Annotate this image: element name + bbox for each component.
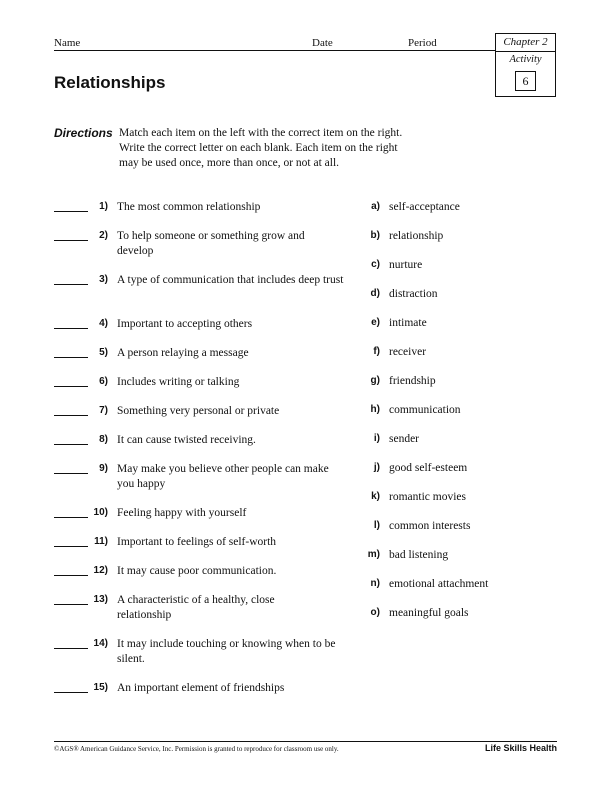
answer-text: meaningful goals <box>389 607 469 619</box>
question-text: An important element of friendships <box>117 682 285 694</box>
directions-text: Match each item on the left with the correct item on the right. Write the correct letter on each blank. Each item on the right may be used once, more than once, or not at all. <box>119 127 403 169</box>
question-text: Something very personal or private <box>117 405 280 417</box>
name-label: Name <box>54 37 81 49</box>
question-number: 6) <box>99 376 108 387</box>
answer-letter: d) <box>370 288 380 299</box>
answer-letter: g) <box>370 375 380 386</box>
answer-blank[interactable] <box>54 575 88 576</box>
answer-letter: j) <box>373 462 380 473</box>
question-text: May make you believe other people can make you happy <box>117 463 329 490</box>
question-text: A characteristic of a healthy, close relationship <box>117 594 275 621</box>
footer-rule <box>54 741 557 742</box>
question-text: It may cause poor communication. <box>117 565 277 577</box>
question-item <box>0 637 610 667</box>
question-number: 13) <box>93 594 108 605</box>
answer-letter: l) <box>373 520 380 531</box>
answer-text: sender <box>389 433 420 445</box>
question-text: Important to accepting others <box>117 318 253 330</box>
answer-option <box>0 577 610 593</box>
answer-option <box>0 548 610 564</box>
answer-option <box>0 316 610 332</box>
question-item <box>0 681 610 711</box>
question-number: 15) <box>93 682 108 693</box>
answer-text: friendship <box>389 375 436 387</box>
question-text: A person relaying a message <box>117 347 249 359</box>
directions-label: Directions <box>54 126 113 140</box>
header-rule <box>54 50 495 51</box>
question-text: A type of communication that includes deep trust <box>117 274 344 286</box>
question-number: 3) <box>99 274 108 285</box>
book-title: Life Skills Health <box>484 743 557 753</box>
question-number: 9) <box>99 463 108 474</box>
answer-blank[interactable] <box>54 546 88 547</box>
answer-option <box>0 461 610 477</box>
answer-letter: o) <box>370 607 380 618</box>
question-number: 11) <box>94 536 108 547</box>
question-number: 7) <box>99 405 108 416</box>
question-number: 5) <box>99 347 108 358</box>
answer-letter: h) <box>370 404 380 415</box>
answer-text: communication <box>389 404 461 416</box>
answer-text: relationship <box>389 230 444 242</box>
answer-option <box>0 519 610 535</box>
answer-text: bad listening <box>389 549 449 561</box>
answer-letter: m) <box>367 549 380 560</box>
chapter-label: Chapter 2 <box>503 36 548 48</box>
question-number: 12) <box>93 565 108 576</box>
chapter-activity-box <box>495 33 556 97</box>
answer-blank[interactable] <box>54 648 88 649</box>
answer-option <box>0 258 610 274</box>
question-number: 1) <box>99 201 108 212</box>
answer-text: self-acceptance <box>389 201 460 213</box>
answer-option <box>0 490 610 506</box>
question-number: 2) <box>99 230 108 241</box>
question-number: 4) <box>99 318 108 329</box>
page-title: Relationships <box>54 73 166 92</box>
question-text: Important to feelings of self-worth <box>117 536 277 548</box>
question-text: To help someone or something grow and develop <box>117 230 305 257</box>
answer-text: common interests <box>389 520 471 532</box>
question-text: It may include touching or knowing when to be silent. <box>117 638 336 665</box>
answer-letter: b) <box>370 230 380 241</box>
answer-letter: a) <box>371 201 380 212</box>
answer-text: romantic movies <box>389 491 466 503</box>
answer-option <box>0 606 610 622</box>
answer-letter: n) <box>370 578 380 589</box>
answer-text: good self-esteem <box>389 462 468 474</box>
date-label: Date <box>312 37 333 49</box>
activity-number: 6 <box>515 71 536 91</box>
question-number: 14) <box>93 638 108 649</box>
question-text: It can cause twisted receiving. <box>117 434 256 446</box>
answer-text: receiver <box>389 346 427 358</box>
question-number: 8) <box>99 434 108 445</box>
answer-option <box>0 200 610 216</box>
question-text: Feeling happy with yourself <box>117 507 247 519</box>
question-text: Includes writing or talking <box>117 376 240 388</box>
answer-blank[interactable] <box>54 517 88 518</box>
answer-text: nurture <box>389 259 423 271</box>
answer-option <box>0 374 610 390</box>
answer-blank[interactable] <box>54 284 88 285</box>
answer-letter: c) <box>371 259 380 270</box>
period-label: Period <box>408 37 437 49</box>
answer-letter: e) <box>371 317 380 328</box>
answer-option <box>0 345 610 361</box>
answer-letter: f) <box>373 346 380 357</box>
answer-letter: k) <box>371 491 380 502</box>
question-number: 10) <box>93 507 108 518</box>
answer-option <box>0 432 610 448</box>
copyright-notice: ©AGS® American Guidance Service, Inc. Permission is granted to reproduce for classroom use only. <box>54 745 339 753</box>
answer-letter: i) <box>373 433 380 444</box>
answer-option <box>0 287 610 303</box>
answer-text: distraction <box>389 288 438 300</box>
question-text: The most common relationship <box>117 201 261 213</box>
answer-text: emotional attachment <box>389 578 489 590</box>
chapter-divider <box>496 51 555 52</box>
activity-label: Activity <box>509 54 542 65</box>
answer-option <box>0 403 610 419</box>
answer-text: intimate <box>389 317 427 329</box>
answer-blank[interactable] <box>54 692 88 693</box>
answer-option <box>0 229 610 245</box>
answer-blank[interactable] <box>54 604 88 605</box>
